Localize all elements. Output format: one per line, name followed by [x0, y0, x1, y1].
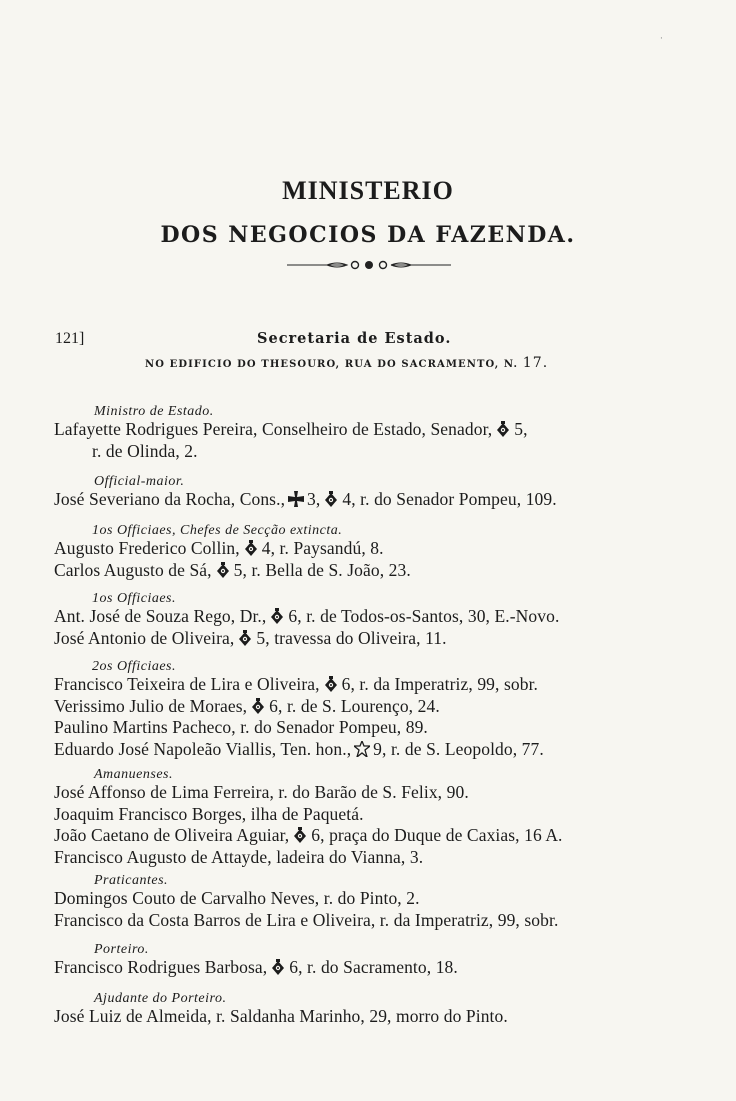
staff-entry: [54, 910, 558, 931]
entry-text: 6, r. da Imperatriz, 99, sobr.: [341, 674, 539, 694]
category-heading: 1os Officiaes, Chefes de Secção extincta.: [92, 523, 343, 538]
entry-text: Francisco da Costa Barros de Lira e Oliveira, r. da Imperatriz, 99, sobr.: [54, 909, 559, 930]
staff-entry: [54, 419, 528, 440]
ornamental-rule-icon: [287, 258, 451, 272]
entry-text: Paulino Martins Pacheco, r. do Senador Pompeu, 89.: [54, 717, 428, 738]
entry-text: 5,: [514, 419, 528, 439]
section-address-text: NO EDIFICIO DO THESOURO, RUA DO SACRAMENTO, N.: [145, 359, 519, 370]
staff-entry: [54, 489, 557, 510]
entry-text: 6, r. de Todos-os-Santos, 30, E.-Novo.: [288, 606, 560, 626]
order-medal-icon: [215, 562, 231, 578]
order-medal-icon: [237, 630, 253, 646]
entry-text: José Affonso de Lima Ferreira, r. do Barão de S. Felix, 90.: [54, 782, 469, 802]
entry-text: Lafayette Rodrigues Pereira, Conselheiro de Estado, Senador,: [54, 419, 493, 439]
order-medal-icon: [269, 608, 285, 624]
star-insignia-icon: [354, 741, 370, 757]
entry-text: Verissimo Julio de Moraes,: [54, 695, 248, 716]
staff-entry: [54, 739, 544, 760]
entry-text: 6, r. de S. Lourenço, 24.: [269, 695, 440, 716]
staff-entry: [54, 888, 420, 909]
ministry-subtitle: DOS NEGOCIOS DA FAZENDA.: [160, 222, 576, 248]
entry-text: José Severiano da Rocha, Cons.,: [54, 489, 286, 509]
section-address-number: 17.: [522, 355, 549, 371]
entry-text: 5, r. Bella de S. João, 23.: [233, 559, 411, 580]
entry-text: 6, r. do Sacramento, 18.: [289, 957, 458, 977]
entry-text: Joaquim Francisco Borges, ilha de Paquetá.: [54, 803, 364, 824]
entry-text: 6, praça do Duque de Caxias, 16 A.: [311, 825, 563, 846]
entry-text: José Antonio de Oliveira,: [54, 627, 235, 648]
order-medal-icon: [292, 827, 308, 843]
entry-text: r. de Olinda, 2.: [92, 440, 198, 461]
entry-text: Carlos Augusto de Sá,: [54, 559, 212, 580]
print-speck: ·: [660, 34, 663, 44]
entry-text: Eduardo José Napoleão Viallis, Ten. hon.,: [54, 738, 352, 759]
staff-entry: [54, 1006, 508, 1027]
entry-text: 4, r. do Senador Pompeu, 109.: [342, 489, 557, 509]
staff-entry: [54, 825, 563, 846]
order-medal-icon: [495, 421, 511, 437]
section-title: Secretaria de Estado.: [257, 330, 452, 347]
entry-text: 3,: [307, 489, 321, 509]
section-address: [145, 355, 548, 371]
entry-text: Domingos Couto de Carvalho Neves, r. do Pinto, 2.: [54, 888, 420, 908]
order-medal-icon: [250, 698, 266, 714]
staff-entry: [54, 782, 469, 803]
order-medal-icon: [270, 959, 286, 975]
entry-text: 9, r. de S. Leopoldo, 77.: [373, 738, 544, 759]
entry-text: João Caetano de Oliveira Aguiar,: [54, 825, 290, 846]
order-medal-icon: [243, 540, 259, 556]
staff-entry: [92, 441, 198, 462]
category-heading: Ajudante do Porteiro.: [94, 991, 227, 1006]
staff-entry: [54, 628, 447, 649]
staff-entry: [54, 674, 538, 695]
maltese-cross-icon: [288, 491, 304, 507]
entry-text: Augusto Frederico Collin,: [54, 538, 240, 558]
entry-text: Francisco Rodrigues Barbosa,: [54, 957, 268, 977]
category-heading: Praticantes.: [94, 873, 169, 888]
entry-text: José Luiz de Almeida, r. Saldanha Marinho, 29, morro do Pinto.: [54, 1006, 508, 1026]
staff-entry: [54, 717, 428, 738]
order-medal-icon: [323, 676, 339, 692]
staff-entry: [54, 538, 384, 559]
entry-text: 5, travessa do Oliveira, 11.: [256, 627, 447, 648]
staff-entry: [54, 804, 364, 825]
staff-entry: [54, 847, 423, 868]
staff-entry: [54, 606, 559, 627]
category-heading: Amanuenses.: [94, 767, 173, 782]
section-number: 121]: [55, 330, 85, 347]
entry-text: Ant. José de Souza Rego, Dr.,: [54, 606, 267, 626]
staff-entry: [54, 560, 411, 581]
category-heading: 2os Officiaes.: [92, 659, 176, 674]
entry-text: 4, r. Paysandú, 8.: [261, 538, 384, 558]
entry-text: Francisco Augusto de Attayde, ladeira do Vianna, 3.: [54, 846, 424, 867]
entry-text: Francisco Teixeira de Lira e Oliveira,: [54, 674, 320, 694]
category-heading: 1os Officiaes.: [92, 591, 176, 606]
order-medal-icon: [323, 491, 339, 507]
ministry-title: MINISTERIO: [282, 176, 454, 205]
category-heading: Ministro de Estado.: [94, 404, 214, 419]
category-heading: Official-maior.: [94, 474, 185, 489]
staff-entry: [54, 696, 440, 717]
category-heading: Porteiro.: [94, 942, 149, 957]
staff-entry: [54, 957, 458, 978]
